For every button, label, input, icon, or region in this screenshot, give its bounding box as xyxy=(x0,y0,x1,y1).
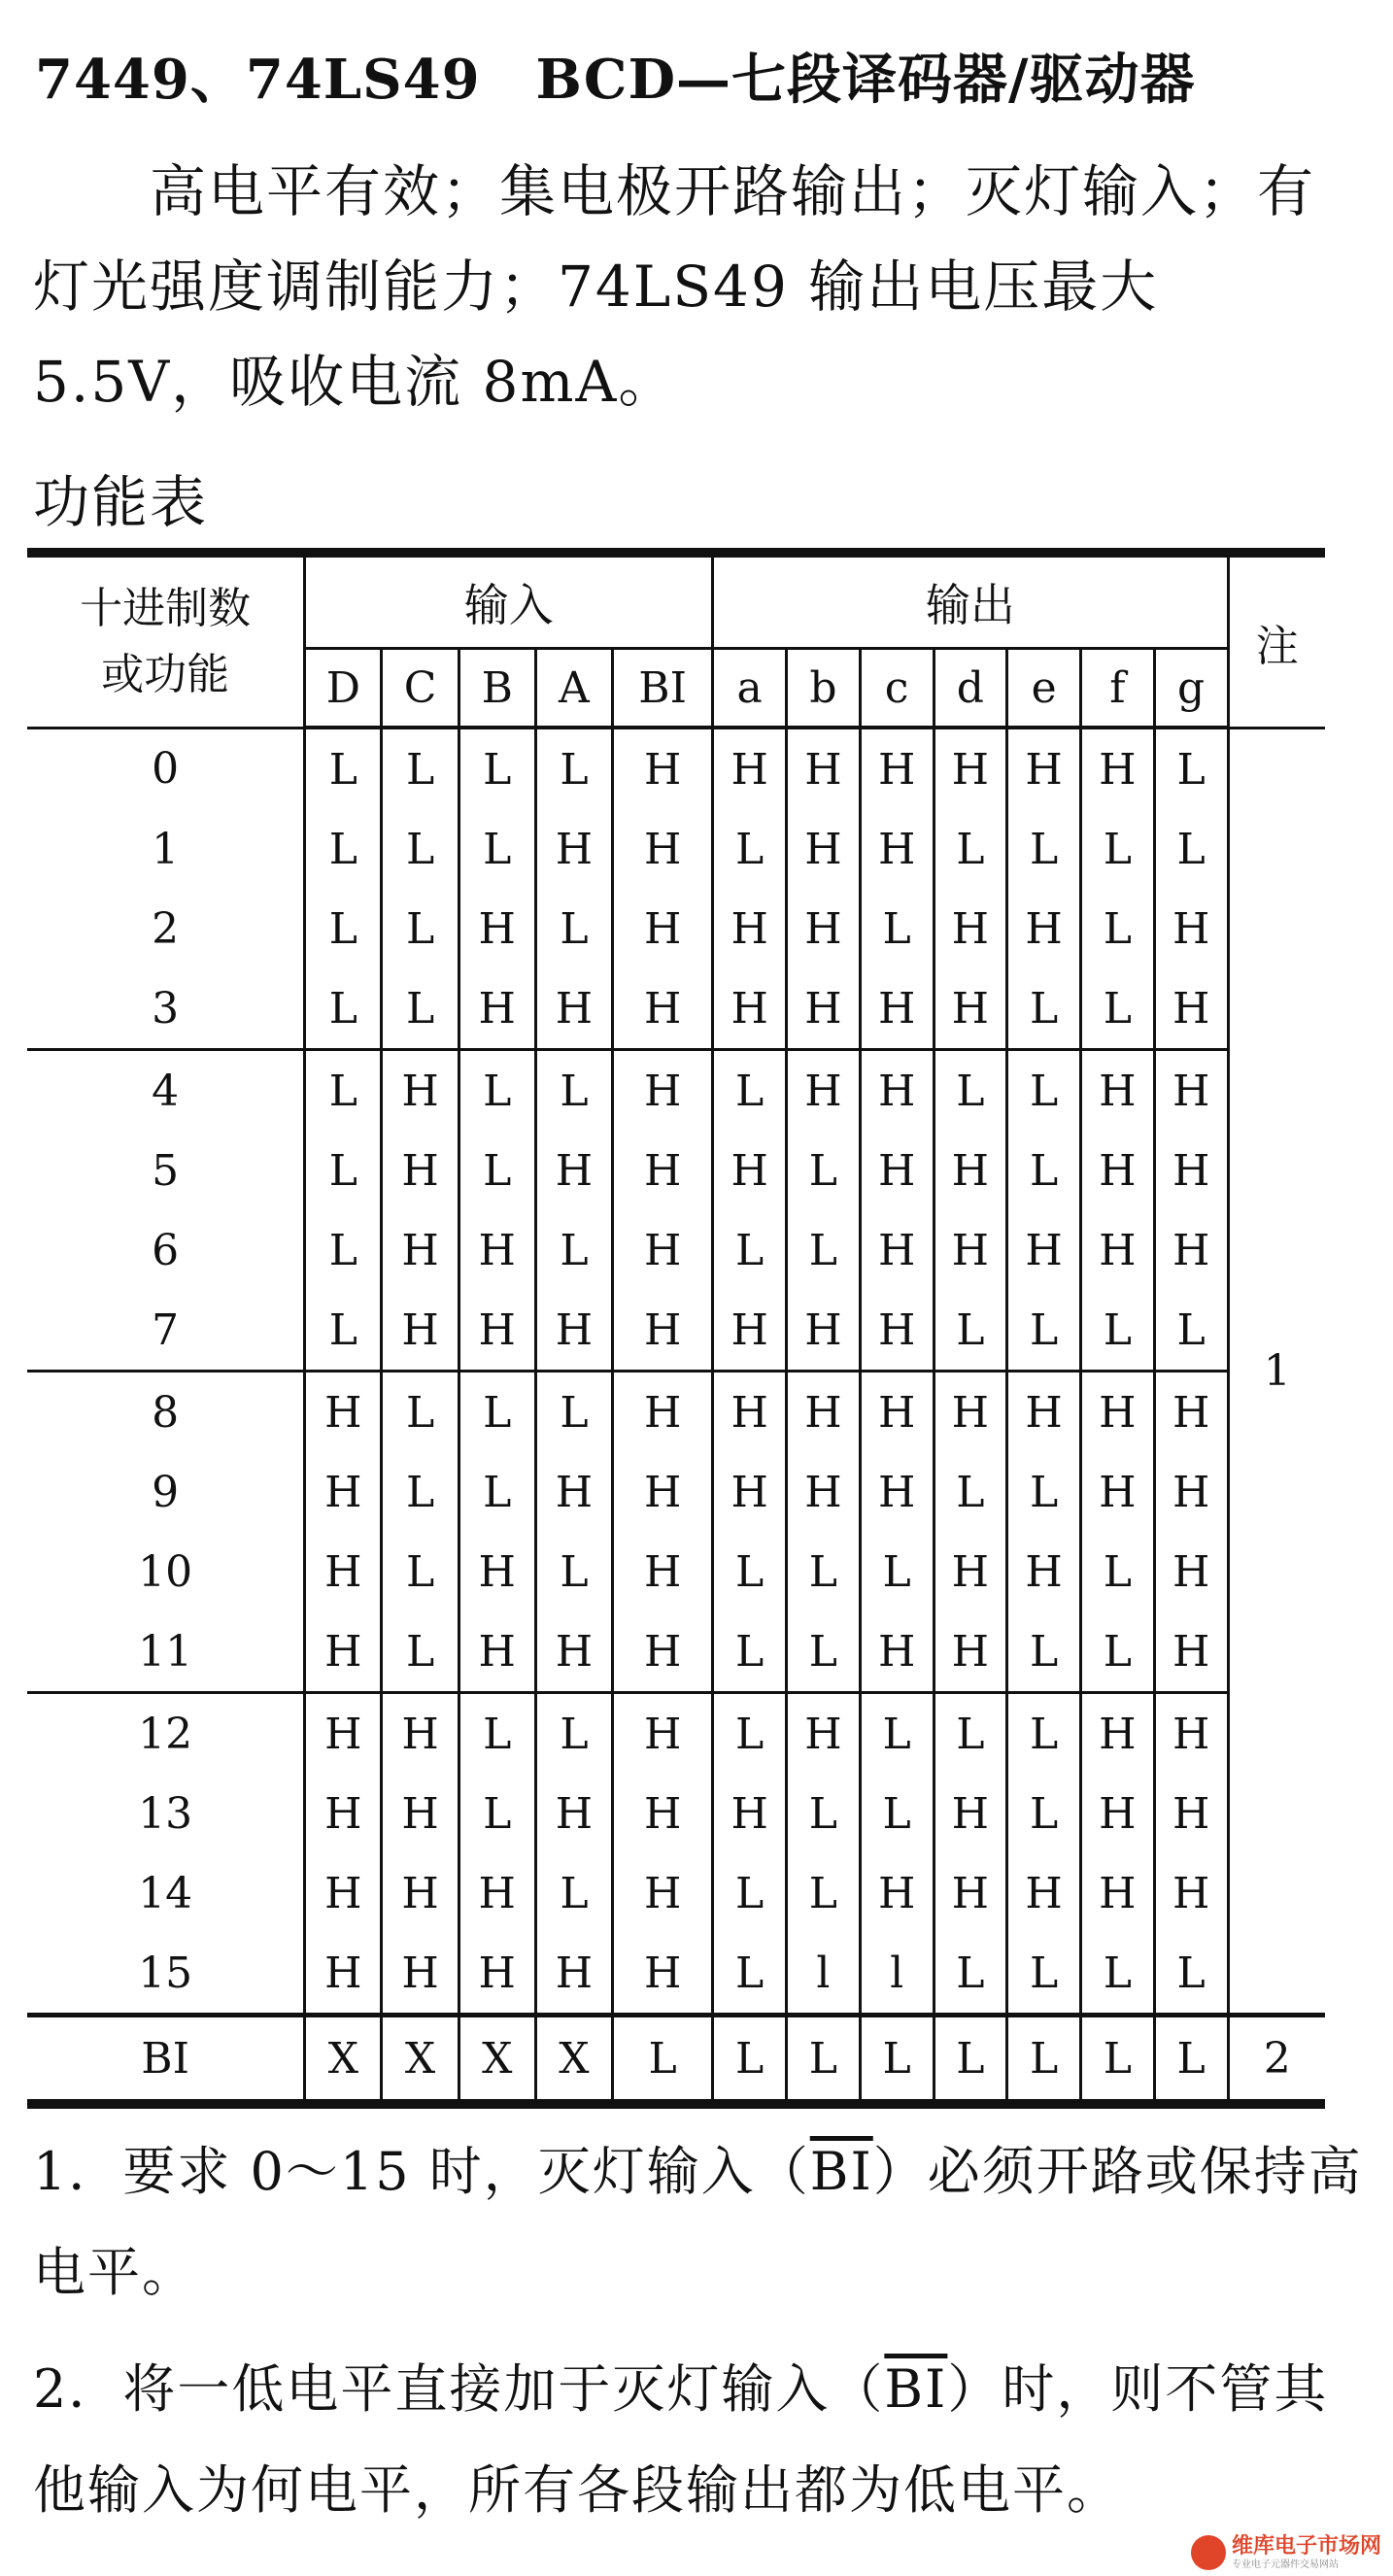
input-cell: H xyxy=(305,1372,382,1453)
footnotes xyxy=(33,2121,1364,2557)
output-cell: H xyxy=(1080,1210,1154,1290)
output-cell: H xyxy=(934,728,1007,809)
watermark xyxy=(1191,2535,1381,2570)
table-row xyxy=(27,1452,1325,1532)
output-cell: L xyxy=(934,1452,1007,1532)
input-cell: L xyxy=(459,1050,535,1132)
output-cell: H xyxy=(1154,1210,1228,1290)
output-cell: L xyxy=(713,1611,787,1693)
column-header-output: e xyxy=(1007,649,1081,729)
output-cell: H xyxy=(860,1372,934,1453)
input-cell: H xyxy=(613,1372,713,1453)
row-label: 12 xyxy=(27,1693,305,1775)
table-row xyxy=(27,809,1325,889)
input-cell: L xyxy=(535,1853,612,1933)
input-cell: L xyxy=(305,1050,382,1132)
output-cell: H xyxy=(1080,1774,1154,1853)
output-cell: l xyxy=(787,1933,861,2016)
output-cell: L xyxy=(934,809,1007,889)
output-cell: L xyxy=(934,1290,1007,1372)
watermark-logo-icon xyxy=(1191,2535,1226,2570)
note-cell-group: 1 xyxy=(1228,728,1325,2016)
output-cell: H xyxy=(860,968,934,1050)
table-row xyxy=(27,1853,1325,1933)
row-label: 8 xyxy=(27,1372,305,1453)
input-cell: H xyxy=(535,1611,612,1693)
watermark-main: 维库电子市场网 xyxy=(1231,2534,1381,2559)
output-cell: L xyxy=(713,1050,787,1132)
output-cell: H xyxy=(1154,889,1228,968)
output-cell: H xyxy=(1007,1372,1081,1453)
output-cell: H xyxy=(860,1452,934,1532)
table-label: 功能表 xyxy=(33,469,209,535)
input-cell: L xyxy=(382,1452,459,1532)
table-row xyxy=(27,1131,1325,1210)
table-row xyxy=(27,1372,1325,1453)
row-label: 2 xyxy=(27,889,305,968)
output-cell: H xyxy=(1007,728,1081,809)
output-cell: H xyxy=(860,809,934,889)
input-cell: L xyxy=(535,1210,612,1290)
input-cell: H xyxy=(535,1131,612,1210)
row-label: 3 xyxy=(27,968,305,1050)
output-cell: H xyxy=(1154,1050,1228,1132)
input-cell: L xyxy=(305,1210,382,1290)
table-row xyxy=(27,1933,1325,2016)
table-row xyxy=(27,728,1325,809)
note-cell-bi: 2 xyxy=(1228,2016,1325,2105)
input-cell: H xyxy=(613,1933,713,2016)
input-cell: L xyxy=(305,889,382,968)
input-cell: H xyxy=(382,1131,459,1210)
output-cell: H xyxy=(787,1693,861,1775)
table-row xyxy=(27,1774,1325,1853)
output-cell: H xyxy=(713,1774,787,1853)
input-cell: L xyxy=(459,1131,535,1210)
input-cell: H xyxy=(535,968,612,1050)
input-cell: L xyxy=(613,2016,713,2105)
input-cell: H xyxy=(382,1853,459,1933)
row-label: 5 xyxy=(27,1131,305,1210)
output-cell: H xyxy=(713,968,787,1050)
header-outputs: 输出 xyxy=(713,553,1228,649)
input-cell: L xyxy=(459,1452,535,1532)
output-cell: H xyxy=(787,1290,861,1372)
input-cell: H xyxy=(305,1774,382,1853)
output-cell: L xyxy=(1154,2016,1228,2105)
input-cell: L xyxy=(535,728,612,809)
output-cell: H xyxy=(1154,1532,1228,1611)
input-cell: H xyxy=(613,1532,713,1611)
input-cell: H xyxy=(613,889,713,968)
input-cell: L xyxy=(535,1372,612,1453)
output-cell: H xyxy=(1080,1693,1154,1775)
header-inputs: 输入 xyxy=(305,553,713,649)
output-cell: L xyxy=(1007,2016,1081,2105)
output-cell: L xyxy=(1007,1774,1081,1853)
input-cell: H xyxy=(459,1611,535,1693)
output-cell: H xyxy=(1154,1372,1228,1453)
output-cell: L xyxy=(1007,1131,1081,1210)
footnote-2-text-b: ）时，则不管其他输入为何电平，所有各段输出都为低电平。 xyxy=(33,2358,1329,2521)
output-cell: L xyxy=(1007,968,1081,1050)
output-cell: H xyxy=(1154,1611,1228,1693)
output-cell: H xyxy=(860,1853,934,1933)
input-cell: H xyxy=(382,1774,459,1853)
output-cell: L xyxy=(1080,1933,1154,2016)
column-header-input: B xyxy=(459,649,535,729)
input-cell: H xyxy=(382,1290,459,1372)
input-cell: H xyxy=(535,1933,612,2016)
input-cell: L xyxy=(382,1611,459,1693)
output-cell: L xyxy=(934,2016,1007,2105)
row-label: BI xyxy=(27,2016,305,2105)
row-label: 14 xyxy=(27,1853,305,1933)
input-cell: H xyxy=(613,1050,713,1132)
output-cell: H xyxy=(1080,1853,1154,1933)
output-cell: H xyxy=(787,809,861,889)
input-cell: L xyxy=(382,968,459,1050)
column-header-output: d xyxy=(934,649,1007,729)
output-cell: H xyxy=(860,1611,934,1693)
row-label: 6 xyxy=(27,1210,305,1290)
input-cell: H xyxy=(613,1210,713,1290)
table-row xyxy=(27,889,1325,968)
input-cell: H xyxy=(382,1693,459,1775)
input-cell: H xyxy=(382,1210,459,1290)
input-cell: H xyxy=(613,1131,713,1210)
input-cell: L xyxy=(382,809,459,889)
output-cell: H xyxy=(860,728,934,809)
row-label: 13 xyxy=(27,1774,305,1853)
output-cell: H xyxy=(1080,1050,1154,1132)
output-cell: L xyxy=(713,1853,787,1933)
output-cell: H xyxy=(1007,1853,1081,1933)
output-cell: L xyxy=(1080,2016,1154,2105)
output-cell: H xyxy=(860,1050,934,1132)
output-cell: L xyxy=(1080,1290,1154,1372)
output-cell: H xyxy=(934,968,1007,1050)
input-cell: H xyxy=(535,1290,612,1372)
table-row xyxy=(27,1693,1325,1775)
output-cell: L xyxy=(1154,728,1228,809)
input-cell: L xyxy=(382,1532,459,1611)
input-cell: L xyxy=(305,968,382,1050)
input-cell: H xyxy=(305,1532,382,1611)
table-row xyxy=(27,1290,1325,1372)
input-cell: H xyxy=(535,1774,612,1853)
column-header-input: A xyxy=(535,649,612,729)
input-cell: L xyxy=(305,1290,382,1372)
footnote-1-text-b: ）必须开路或保持高电平。 xyxy=(33,2141,1363,2303)
output-cell: L xyxy=(787,1853,861,1933)
output-cell: L xyxy=(1080,1611,1154,1693)
output-cell: L xyxy=(787,1131,861,1210)
output-cell: L xyxy=(1154,1290,1228,1372)
column-header-output: f xyxy=(1080,649,1154,729)
page-title: 7449、74LS49 BCD—七段译码器/驱动器 xyxy=(35,48,1196,112)
row-label: 15 xyxy=(27,1933,305,2016)
output-cell: L xyxy=(713,2016,787,2105)
table-row xyxy=(27,1611,1325,1693)
function-table xyxy=(27,548,1325,2109)
input-cell: L xyxy=(305,728,382,809)
input-cell: H xyxy=(613,1452,713,1532)
output-cell: H xyxy=(1080,1131,1154,1210)
output-cell: L xyxy=(1007,809,1081,889)
input-cell: H xyxy=(305,1611,382,1693)
input-cell: X xyxy=(382,2016,459,2105)
output-cell: H xyxy=(934,889,1007,968)
output-cell: L xyxy=(1007,1611,1081,1693)
footnote-2-bi: $\overline{BI}$ xyxy=(884,2358,948,2420)
output-cell: H xyxy=(1007,1210,1081,1290)
input-cell: L xyxy=(382,1372,459,1453)
row-label: 9 xyxy=(27,1452,305,1532)
header-decimal-line1: 十进制数 xyxy=(80,583,252,633)
input-cell: L xyxy=(535,1532,612,1611)
footnote-1 xyxy=(33,2121,1364,2323)
column-header-output: g xyxy=(1154,649,1228,729)
output-cell: H xyxy=(787,728,861,809)
input-cell: H xyxy=(613,1774,713,1853)
output-cell: L xyxy=(1007,1290,1081,1372)
column-header-input: BI xyxy=(613,649,713,729)
output-cell: H xyxy=(1007,889,1081,968)
input-cell: L xyxy=(305,1131,382,1210)
output-cell: H xyxy=(1154,1131,1228,1210)
table-row xyxy=(27,1050,1325,1132)
footnote-1-bi: $\overline{BI}$ xyxy=(809,2141,873,2202)
output-cell: H xyxy=(1080,1372,1154,1453)
output-cell: H xyxy=(1154,1853,1228,1933)
input-cell: H xyxy=(305,1853,382,1933)
output-cell: H xyxy=(787,889,861,968)
output-cell: L xyxy=(860,1693,934,1775)
output-cell: L xyxy=(787,1532,861,1611)
footnote-1-text-a: 1．要求 0～15 时，灭灯输入（ xyxy=(33,2141,810,2202)
input-cell: H xyxy=(459,1210,535,1290)
column-header-output: c xyxy=(860,649,934,729)
output-cell: H xyxy=(713,1131,787,1210)
output-cell: L xyxy=(787,1210,861,1290)
input-cell: H xyxy=(613,728,713,809)
header-note: 注 xyxy=(1228,553,1325,728)
input-cell: H xyxy=(305,1933,382,2016)
output-cell: L xyxy=(860,2016,934,2105)
input-cell: H xyxy=(459,1290,535,1372)
input-cell: H xyxy=(535,809,612,889)
output-cell: L xyxy=(1080,889,1154,968)
output-cell: L xyxy=(713,809,787,889)
input-cell: L xyxy=(459,1774,535,1853)
output-cell: L xyxy=(787,1774,861,1853)
input-cell: H xyxy=(613,809,713,889)
input-cell: L xyxy=(459,1693,535,1775)
row-label: 0 xyxy=(27,728,305,809)
output-cell: H xyxy=(1007,1532,1081,1611)
footnote-2 xyxy=(33,2339,1364,2541)
output-cell: L xyxy=(1007,1050,1081,1132)
input-cell: L xyxy=(382,889,459,968)
output-cell: L xyxy=(1080,968,1154,1050)
output-cell: L xyxy=(1007,1933,1081,2016)
column-header-output: b xyxy=(787,649,861,729)
watermark-sub: 专业电子元器件交易网站 xyxy=(1231,2559,1339,2570)
output-cell: L xyxy=(860,1774,934,1853)
input-cell: H xyxy=(613,1853,713,1933)
input-cell: L xyxy=(382,728,459,809)
input-cell: H xyxy=(459,889,535,968)
output-cell: L xyxy=(860,889,934,968)
input-cell: L xyxy=(459,809,535,889)
input-cell: X xyxy=(535,2016,612,2105)
output-cell: H xyxy=(713,889,787,968)
output-cell: H xyxy=(934,1611,1007,1693)
output-cell: H xyxy=(934,1372,1007,1453)
input-cell: H xyxy=(613,968,713,1050)
input-cell: H xyxy=(613,1290,713,1372)
input-cell: H xyxy=(613,1611,713,1693)
output-cell: H xyxy=(1154,1693,1228,1775)
row-label: 7 xyxy=(27,1290,305,1372)
output-cell: H xyxy=(934,1853,1007,1933)
output-cell: L xyxy=(1007,1693,1081,1775)
row-label: 10 xyxy=(27,1532,305,1611)
table-row xyxy=(27,1210,1325,1290)
table-row-bi xyxy=(27,2016,1325,2105)
output-cell: H xyxy=(860,1131,934,1210)
output-cell: L xyxy=(1080,809,1154,889)
column-header-input: D xyxy=(305,649,382,729)
output-cell: L xyxy=(713,1693,787,1775)
output-cell: L xyxy=(1080,1532,1154,1611)
input-cell: L xyxy=(535,1050,612,1132)
output-cell: L xyxy=(934,1050,1007,1132)
input-cell: H xyxy=(305,1693,382,1775)
output-cell: H xyxy=(787,968,861,1050)
input-cell: L xyxy=(459,728,535,809)
input-cell: H xyxy=(382,1050,459,1132)
row-label: 11 xyxy=(27,1611,305,1693)
output-cell: L xyxy=(934,1693,1007,1775)
output-cell: H xyxy=(713,1452,787,1532)
output-cell: L xyxy=(1007,1452,1081,1532)
output-cell: L xyxy=(934,1933,1007,2016)
table-row xyxy=(27,968,1325,1050)
output-cell: L xyxy=(713,1210,787,1290)
table-row xyxy=(27,1532,1325,1611)
input-cell: H xyxy=(535,1452,612,1532)
input-cell: X xyxy=(305,2016,382,2105)
input-cell: H xyxy=(459,1933,535,2016)
row-label: 1 xyxy=(27,809,305,889)
input-cell: H xyxy=(613,1693,713,1775)
output-cell: H xyxy=(934,1532,1007,1611)
output-cell: H xyxy=(934,1774,1007,1853)
input-cell: X xyxy=(459,2016,535,2105)
input-cell: H xyxy=(382,1933,459,2016)
output-cell: H xyxy=(934,1210,1007,1290)
output-cell: H xyxy=(1154,968,1228,1050)
output-cell: H xyxy=(713,1290,787,1372)
output-cell: H xyxy=(1154,1774,1228,1853)
column-header-input: C xyxy=(382,649,459,729)
output-cell: H xyxy=(1080,1452,1154,1532)
output-cell: H xyxy=(787,1372,861,1453)
output-cell: L xyxy=(1154,1933,1228,2016)
output-cell: H xyxy=(787,1050,861,1132)
output-cell: L xyxy=(713,1532,787,1611)
output-cell: H xyxy=(860,1290,934,1372)
header-decimal xyxy=(27,553,305,728)
output-cell: L xyxy=(713,1933,787,2016)
output-cell: H xyxy=(860,1210,934,1290)
input-cell: L xyxy=(535,889,612,968)
output-cell: L xyxy=(860,1532,934,1611)
output-cell: H xyxy=(713,1372,787,1453)
input-cell: H xyxy=(305,1452,382,1532)
input-cell: L xyxy=(459,1372,535,1453)
input-cell: L xyxy=(535,1693,612,1775)
input-cell: H xyxy=(459,1853,535,1933)
input-cell: H xyxy=(459,1532,535,1611)
output-cell: H xyxy=(787,1452,861,1532)
input-cell: L xyxy=(305,809,382,889)
output-cell: H xyxy=(713,728,787,809)
output-cell: L xyxy=(787,2016,861,2105)
output-cell: H xyxy=(1080,728,1154,809)
output-cell: L xyxy=(1154,809,1228,889)
output-cell: L xyxy=(787,1611,861,1693)
footnote-2-text-a: 2．将一低电平直接加于灭灯输入（ xyxy=(33,2358,885,2420)
description-paragraph: 高电平有效；集电极开路输出；灭灯输入；有灯光强度调制能力；74LS49 输出电压最大 5.5V，吸收电流 8mA。 xyxy=(33,158,1316,415)
output-cell: H xyxy=(934,1131,1007,1210)
input-cell: H xyxy=(459,968,535,1050)
header-decimal-line2: 或功能 xyxy=(101,649,230,699)
row-label: 4 xyxy=(27,1050,305,1132)
output-cell: l xyxy=(860,1933,934,2016)
output-cell: H xyxy=(1154,1452,1228,1532)
column-header-output: a xyxy=(713,649,787,729)
